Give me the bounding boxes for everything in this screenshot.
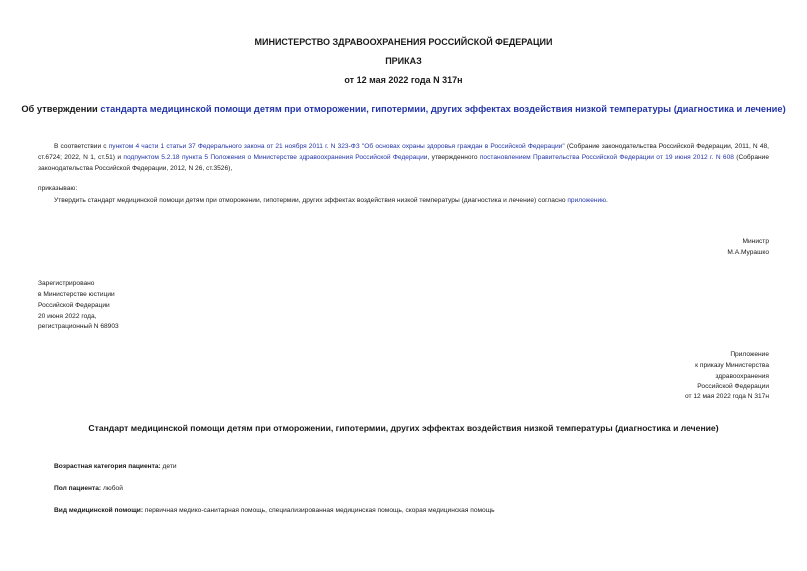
care-type-value: первичная медико-санитарная помощь, специализированная медицинская помощь, скорая медицинская помощь bbox=[143, 507, 495, 514]
order-paragraph bbox=[54, 197, 608, 204]
preamble-text-1: В соответствии с bbox=[54, 143, 109, 150]
order-text: Утвердить стандарт медицинской помощи детям при отморожении, гипотермии, других эффектах воздействия низкой температуры (диагностика и лечение) согласно bbox=[54, 197, 568, 204]
resolution-link[interactable]: постановлением Правительства Российской Федерации от 19 июня 2012 г. N 608 bbox=[479, 154, 734, 161]
patient-sex-label: Пол пациента: bbox=[54, 485, 102, 492]
law-link[interactable]: пунктом 4 части 1 статьи 37 Федерального закона от 21 ноября 2011 г. N 323-ФЗ "Об основах охраны здоровья граждан в Российской Федерации" bbox=[108, 143, 565, 150]
document-title-prefix: Об утверждении bbox=[21, 104, 101, 114]
appendix-line-3: здравоохранения bbox=[715, 373, 769, 380]
preamble-text-4: (Собрание законодательства Российской Федерации, 2012, N 26, ст.3526), bbox=[38, 154, 770, 172]
registration-line-5: регистрационный N 68903 bbox=[38, 323, 119, 330]
document-title bbox=[0, 104, 807, 114]
registration-line-3: Российской Федерации bbox=[38, 302, 110, 309]
care-type-label: Вид медицинской помощи: bbox=[54, 507, 144, 514]
order-word: приказываю: bbox=[38, 185, 78, 192]
standard-title: Стандарт медицинской помощи детям при отморожении, гипотермии, других эффектах воздействия низкой температуры (диагностика и лечение) bbox=[88, 423, 719, 433]
patient-sex-value: любой bbox=[101, 485, 123, 492]
age-category-label: Возрастная категория пациента: bbox=[54, 463, 161, 470]
preamble-paragraph bbox=[38, 141, 769, 174]
age-category-value: дети bbox=[160, 463, 177, 470]
registration-line-4: 20 июня 2022 года, bbox=[38, 313, 97, 320]
patient-sex-row bbox=[54, 485, 123, 492]
order-end: . bbox=[606, 197, 608, 204]
appendix-line-4: Российской Федерации bbox=[697, 383, 769, 390]
document-date: от 12 мая 2022 года N 317н bbox=[344, 75, 463, 85]
registration-line-1: Зарегистрировано bbox=[38, 280, 95, 287]
appendix-line-2: к приказу Министерства bbox=[695, 362, 769, 369]
standard-link[interactable]: стандарта медицинской помощи детям при отморожении, гипотермии, других эффектах воздействия низкой температуры (диагностика и лечение) bbox=[100, 104, 786, 114]
appendix-line-1: Приложение bbox=[730, 351, 769, 358]
preamble-text-2: (Собрание законодательства Российской Федерации, 2011, N 48, ст.6724; 2022, N 1, ст.51) и bbox=[38, 143, 770, 161]
ministry-title: МИНИСТЕРСТВО ЗДРАВООХРАНЕНИЯ РОССИЙСКОЙ ФЕДЕРАЦИИ bbox=[254, 37, 553, 47]
preamble-text-3: , утвержденного bbox=[427, 154, 480, 161]
care-type-row bbox=[54, 507, 495, 514]
registration-line-2: в Министерстве юстиции bbox=[38, 291, 115, 298]
appendix-line-5: от 12 мая 2022 года N 317н bbox=[684, 393, 769, 400]
age-category-row bbox=[54, 463, 177, 470]
signature-position: Министр bbox=[742, 238, 769, 245]
signature-name: М.А.Мурашко bbox=[727, 249, 769, 256]
document-type: ПРИКАЗ bbox=[385, 56, 422, 66]
regulation-link[interactable]: подпунктом 5.2.18 пункта 5 Положения о Министерстве здравоохранения Российской Федерации bbox=[123, 154, 428, 161]
appendix-link[interactable]: приложению bbox=[567, 197, 607, 204]
